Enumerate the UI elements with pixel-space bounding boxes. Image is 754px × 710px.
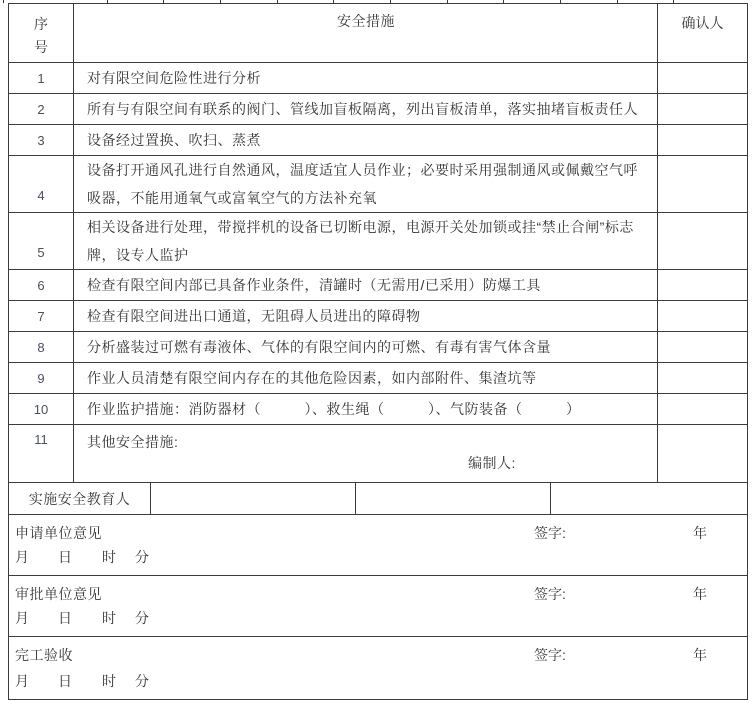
confirm-cell[interactable] — [658, 156, 747, 212]
confirm-cell[interactable] — [658, 363, 747, 393]
measure-text: 设备打开通风孔进行自然通风，温度适宜人员作业；必要时采用强制通风或佩戴空气呼吸器，不能用通氧气或富氧空气的方法补充氧 — [74, 156, 658, 212]
safety-education-row — [9, 483, 747, 515]
signature-label: 签字: — [534, 525, 566, 541]
header-serial-line2: 号 — [34, 39, 48, 55]
measure-text: 设备经过置换、吹扫、蒸煮 — [74, 125, 658, 155]
compiler-label: 编制人: — [468, 455, 516, 471]
date-line — [15, 608, 149, 628]
approval-opinion-section[interactable] — [9, 576, 747, 637]
confirm-cell[interactable] — [658, 125, 747, 155]
table-row — [9, 270, 747, 301]
year-label: 年 — [693, 525, 707, 541]
confirm-cell[interactable] — [658, 394, 747, 424]
measure-text: 所有与有限空间有联系的阀门、管线加盲板隔离，列出盲板清单，落实抽堵盲板责任人 — [74, 94, 658, 124]
applicant-opinion-section[interactable] — [9, 515, 747, 576]
hour-label: 时 — [102, 673, 116, 689]
header-confirmer: 确认人 — [681, 15, 724, 31]
confirm-cell[interactable] — [658, 63, 747, 93]
table-row — [9, 301, 747, 332]
header-safety-measures: 安全措施 — [74, 4, 658, 62]
row-number: 2 — [9, 94, 74, 124]
hour-label: 时 — [102, 610, 116, 626]
day-label: 日 — [58, 610, 72, 626]
minute-label: 分 — [135, 549, 149, 565]
safety-education-field[interactable] — [151, 483, 356, 514]
safety-education-label: 实施安全教育人 — [9, 483, 151, 514]
table-row — [9, 394, 747, 425]
row-number: 3 — [9, 125, 74, 155]
table-header-row — [9, 4, 747, 63]
confirm-cell[interactable] — [658, 213, 747, 269]
confirm-cell[interactable] — [658, 332, 747, 362]
completion-acceptance-label: 完工验收 — [15, 647, 73, 663]
row-number: 8 — [9, 332, 74, 362]
day-label: 日 — [58, 673, 72, 689]
measure-text: 作业人员清楚有限空间内存在的其他危险因素，如内部附件、集渣坑等 — [74, 363, 658, 393]
table-row — [9, 213, 747, 270]
measure-text: 相关设备进行处理，带搅拌机的设备已切断电源，电源开关处加锁或挂“禁止合闸”标志牌，设专人监护 — [74, 213, 658, 269]
table-row — [9, 125, 747, 156]
month-label: 月 — [15, 610, 29, 626]
table-row — [9, 363, 747, 394]
confirm-cell[interactable] — [658, 94, 747, 124]
day-label: 日 — [58, 549, 72, 565]
minute-label: 分 — [135, 610, 149, 626]
confirm-cell[interactable] — [658, 270, 747, 300]
row-number: 4 — [9, 156, 74, 212]
month-label: 月 — [15, 549, 29, 565]
month-label: 月 — [15, 673, 29, 689]
table-row — [9, 156, 747, 213]
measure-text: 作业监护措施：消防器材（ ）、救生绳（ ）、气防装备（ ） — [74, 394, 658, 424]
table-row — [9, 332, 747, 363]
date-line — [15, 547, 149, 567]
safety-measures-form — [8, 3, 748, 700]
header-serial-line1: 序 — [34, 16, 48, 32]
table-row — [9, 63, 747, 94]
minute-label: 分 — [135, 673, 149, 689]
signature-label: 签字: — [534, 647, 566, 663]
header-serial-number — [9, 4, 74, 62]
row-number: 1 — [9, 63, 74, 93]
year-label: 年 — [693, 586, 707, 602]
row-number: 11 — [9, 425, 74, 482]
measure-text: 检查有限空间内部已具备作业条件，清罐时（无需用/已采用）防爆工具 — [74, 270, 658, 300]
row-number: 6 — [9, 270, 74, 300]
measure-text: 对有限空间危险性进行分析 — [74, 63, 658, 93]
other-measures-label: 其他安全措施: — [87, 434, 179, 450]
safety-education-field[interactable] — [356, 483, 551, 514]
hour-label: 时 — [102, 549, 116, 565]
table-row — [9, 425, 747, 483]
table-row — [9, 94, 747, 125]
date-line — [15, 671, 149, 691]
completion-acceptance-section[interactable] — [9, 637, 747, 699]
measure-text: 检查有限空间进出口通道，无阻碍人员进出的障碍物 — [74, 301, 658, 331]
row-number: 5 — [9, 213, 74, 269]
row-number: 10 — [9, 394, 74, 424]
applicant-opinion-label: 申请单位意见 — [15, 525, 102, 541]
confirm-cell[interactable] — [658, 301, 747, 331]
safety-education-field[interactable] — [551, 483, 747, 514]
confirm-cell[interactable] — [658, 425, 747, 482]
year-label: 年 — [693, 647, 707, 663]
approval-opinion-label: 审批单位意见 — [15, 586, 102, 602]
row-number: 9 — [9, 363, 74, 393]
row-number: 7 — [9, 301, 74, 331]
signature-label: 签字: — [534, 586, 566, 602]
other-measures-cell[interactable] — [74, 425, 658, 482]
measure-text: 分析盛装过可燃有毒液体、气体的有限空间内的可燃、有毒有害气体含量 — [74, 332, 658, 362]
